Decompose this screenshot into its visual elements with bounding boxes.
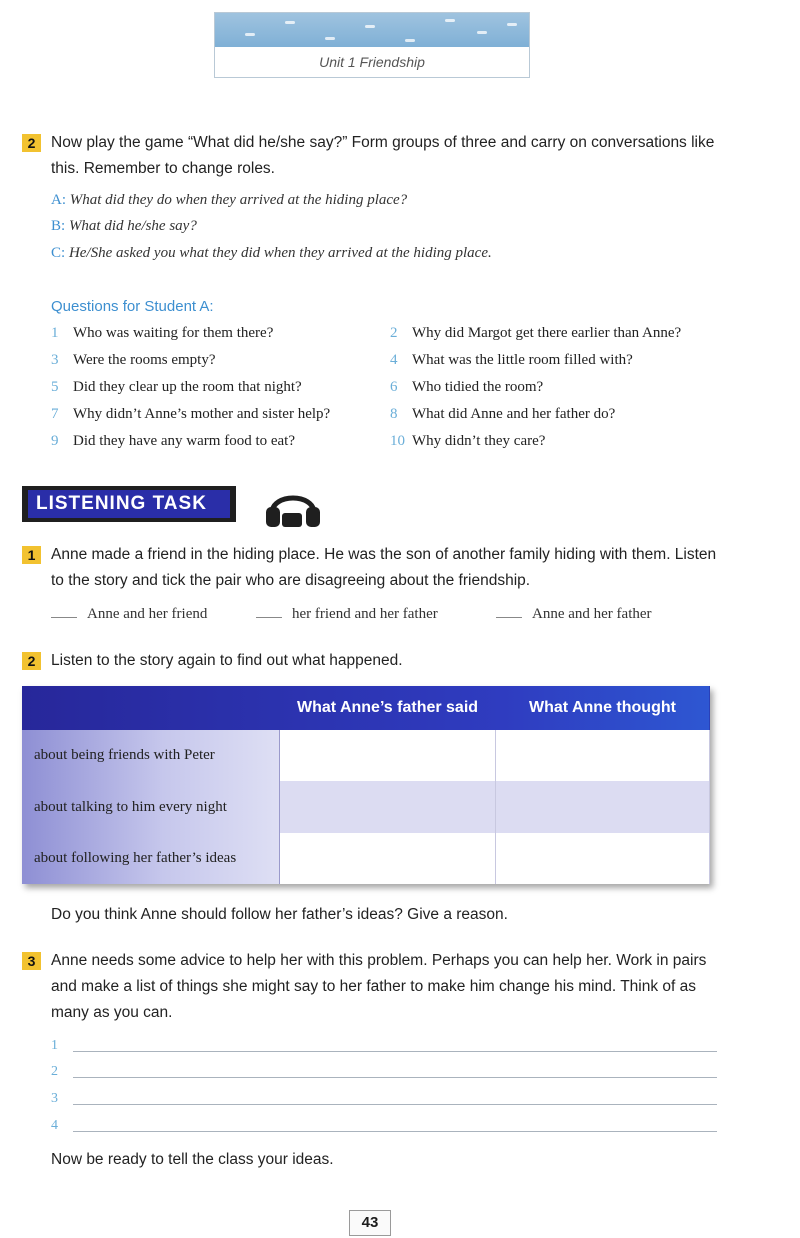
table-header-cell: What Anne thought <box>529 699 676 717</box>
table-answer-cell[interactable] <box>495 730 709 781</box>
dialogue-line-a: A: What did they do when they arrived at the hiding place? <box>51 192 408 208</box>
headphones-icon <box>262 483 324 531</box>
table-row-label: about being friends with Peter <box>22 730 280 781</box>
header-banner-image <box>215 13 529 47</box>
exercise-instruction: Listen to the story again to find out what happened. <box>51 652 403 669</box>
unit-label: Unit 1 Friendship <box>319 54 425 70</box>
table-header-cell: What Anne’s father said <box>296 699 479 717</box>
question-item: 10 Why didn’t they care? <box>390 433 546 449</box>
exercise-instruction: Now play the game “What did he/she say?” Form groups of three and carry on conversations like this. Remember to change roles. <box>51 134 715 177</box>
listening-task-3 <box>22 948 722 1026</box>
writing-line[interactable]: 2 <box>51 1062 717 1078</box>
listening-task-banner: LISTENING TASK <box>28 490 230 518</box>
dialogue-line-b: B: What did he/she say? <box>51 218 197 234</box>
table-row-label: about following her father’s ideas <box>22 833 280 884</box>
tick-option-1[interactable]: Anne and her friend <box>51 606 207 623</box>
table-row-label: about talking to him every night <box>22 781 280 832</box>
table-header-row <box>22 686 710 730</box>
table-row <box>22 781 710 832</box>
page-number: 43 <box>349 1210 391 1236</box>
exercise-number-badge: 2 <box>22 652 41 670</box>
question-item: 2 Why did Margot get there earlier than Anne? <box>390 325 682 341</box>
table-answer-cell[interactable] <box>280 781 496 832</box>
exercise-number-badge: 3 <box>22 952 41 970</box>
question-item: 9 Did they have any warm food to eat? <box>51 433 296 449</box>
exercise-instruction: Anne made a friend in the hiding place. He was the son of another family hiding with them. Listen to the story and tick the pair who are disagreeing about the friendship. <box>51 546 717 589</box>
unit-header <box>214 12 530 78</box>
exercise-number-badge: 1 <box>22 546 41 564</box>
closing-instruction: Now be ready to tell the class your ideas. <box>51 1151 334 1168</box>
questions-heading: Questions for Student A: <box>51 298 214 315</box>
table-answer-cell[interactable] <box>495 781 709 832</box>
tick-option-2[interactable]: her friend and her father <box>256 606 438 623</box>
question-item: 1 Who was waiting for them there? <box>51 325 274 341</box>
tick-option-3[interactable]: Anne and her father <box>496 606 652 623</box>
table-answer-cell[interactable] <box>280 730 496 781</box>
table-row <box>22 833 710 884</box>
table-header-cell <box>22 686 280 730</box>
table-answer-cell[interactable] <box>280 833 496 884</box>
writing-line[interactable]: 3 <box>51 1089 717 1105</box>
listening-task-1 <box>22 542 722 594</box>
table-row <box>22 730 710 781</box>
question-item: 6 Who tidied the room? <box>390 379 544 395</box>
question-item: 5 Did they clear up the room that night? <box>51 379 302 395</box>
listening-task-2 <box>22 648 722 674</box>
exercise-number-badge: 2 <box>22 134 41 152</box>
followup-question: Do you think Anne should follow her father’s ideas? Give a reason. <box>51 906 508 923</box>
question-item: 7 Why didn’t Anne’s mother and sister help? <box>51 406 331 422</box>
question-item: 4 What was the little room filled with? <box>390 352 633 368</box>
exercise-2-game <box>22 130 742 182</box>
answer-table <box>22 686 710 884</box>
question-item: 8 What did Anne and her father do? <box>390 406 616 422</box>
exercise-instruction: Anne needs some advice to help her with this problem. Perhaps you can help her. Work in pairs and make a list of things she might say to her father to make him change his mind. Think of as many as you can. <box>51 952 707 1021</box>
writing-line[interactable]: 4 <box>51 1116 717 1132</box>
question-item: 3 Were the rooms empty? <box>51 352 216 368</box>
table-answer-cell[interactable] <box>495 833 709 884</box>
dialogue-line-c: C: He/She asked you what they did when they arrived at the hiding place. <box>51 245 492 261</box>
writing-line[interactable]: 1 <box>51 1036 717 1052</box>
